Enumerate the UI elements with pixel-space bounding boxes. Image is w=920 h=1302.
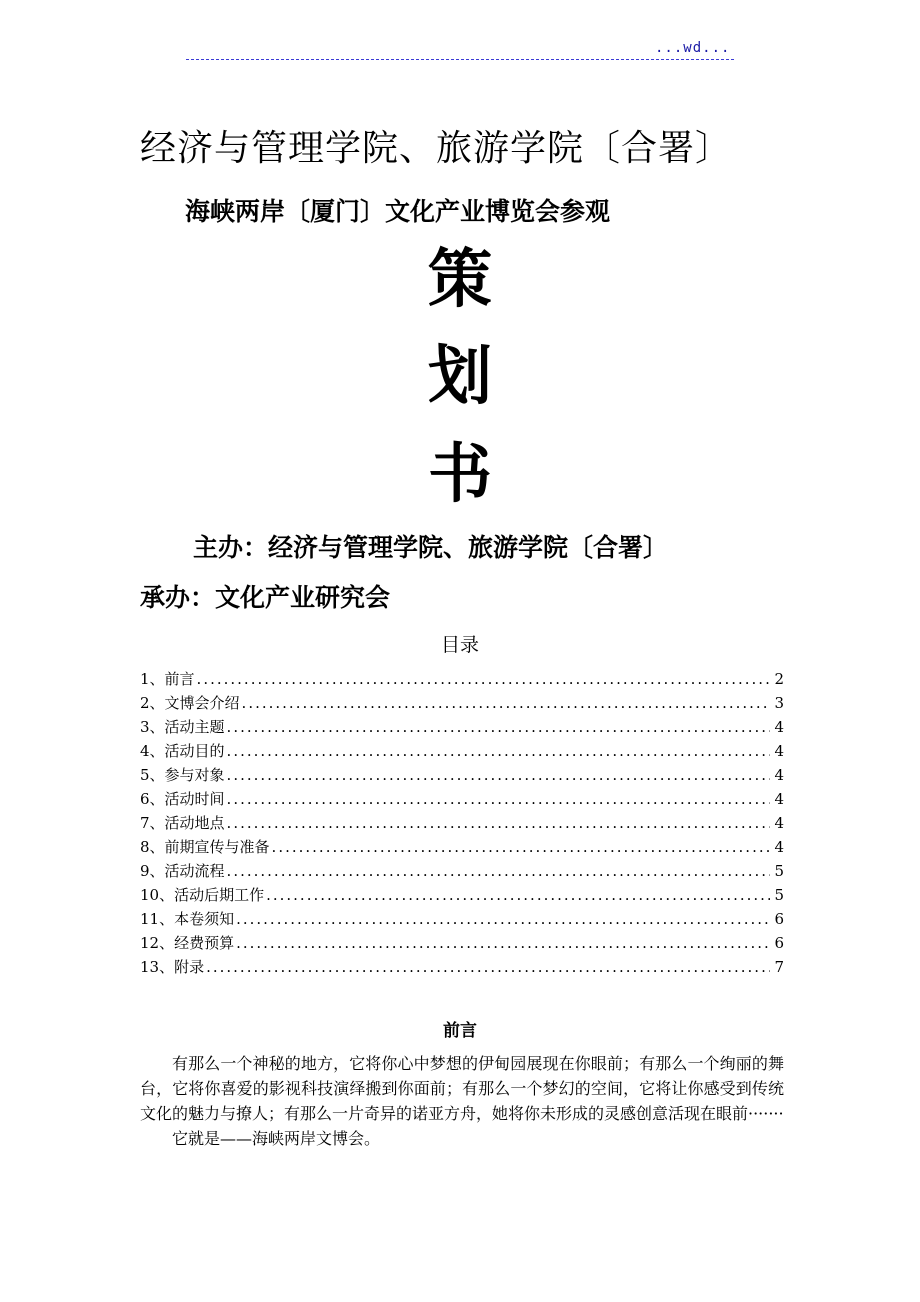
toc-entry-label: 4、活动目的	[140, 742, 225, 760]
toc-entry-label: 7、活动地点	[140, 814, 225, 832]
preface-title: 前言	[443, 1021, 477, 1041]
toc-entry-page: 2	[774, 670, 784, 688]
toc-entry-label: 5、参与对象	[140, 766, 225, 784]
toc-entry-page: 4	[774, 790, 784, 808]
toc-dot-leader	[197, 667, 771, 691]
toc-entry-label: 1、前言	[140, 670, 195, 688]
toc-entry[interactable]	[140, 883, 784, 907]
toc-entry[interactable]	[140, 907, 784, 931]
toc-entry[interactable]	[140, 667, 784, 691]
toc-entry[interactable]	[140, 811, 784, 835]
header-watermark: ...wd...	[655, 40, 731, 56]
preface-paragraph-2: 它就是——海峡两岸文博会。	[172, 1129, 381, 1148]
toc-entry[interactable]	[140, 835, 784, 859]
cover-big-char-1: 策	[428, 243, 492, 317]
toc-entry-page: 4	[774, 814, 784, 832]
toc-entry[interactable]	[140, 787, 784, 811]
toc-entry[interactable]	[140, 763, 784, 787]
toc-entry-page: 4	[774, 742, 784, 760]
toc-entry-label: 11、本卷须知	[140, 910, 235, 928]
toc-entry-label: 8、前期宣传与准备	[140, 838, 270, 856]
cover-big-char-3: 书	[428, 438, 492, 512]
toc-entry-label: 9、活动流程	[140, 862, 225, 880]
toc-dot-leader	[227, 763, 771, 787]
toc-entry-label: 6、活动时间	[140, 790, 225, 808]
toc-entry-page: 6	[774, 910, 784, 928]
toc-entry[interactable]	[140, 931, 784, 955]
toc-dot-leader	[242, 691, 771, 715]
cover-title-line1: 经济与管理学院、旅游学院〔合署〕	[140, 128, 733, 169]
toc-entry[interactable]	[140, 955, 784, 979]
toc-entry[interactable]	[140, 691, 784, 715]
table-of-contents	[140, 667, 784, 979]
toc-entry-page: 5	[774, 862, 784, 880]
toc-dot-leader	[206, 955, 770, 979]
toc-entry-page: 3	[774, 694, 784, 712]
toc-entry-label: 3、活动主题	[140, 718, 225, 736]
toc-entry-page: 6	[774, 934, 784, 952]
toc-dot-leader	[227, 739, 771, 763]
toc-dot-leader	[227, 811, 771, 835]
toc-entry[interactable]	[140, 859, 784, 883]
toc-title: 目录	[440, 634, 479, 656]
toc-entry-label: 2、文博会介绍	[140, 694, 240, 712]
host-line: 主办：经济与管理学院、旅游学院〔合署〕	[193, 533, 669, 562]
toc-entry[interactable]	[140, 739, 784, 763]
toc-dot-leader	[272, 835, 771, 859]
preface-paragraph-1: 有那么一个神秘的地方，它将你心中梦想的伊甸园展现在你眼前；有那么一个绚丽的舞台，它将你喜爱的影视科技演绎搬到你面前；有那么一个梦幻的空间，它将让你感受到传统文化的魅力与撩人；有那么一片奇异的诺亚方舟，她将你未形成的灵感创意活现在眼前·······	[140, 1054, 784, 1123]
toc-dot-leader	[227, 787, 771, 811]
toc-dot-leader	[227, 715, 771, 739]
toc-entry-page: 4	[774, 766, 784, 784]
preface-body	[140, 1051, 784, 1151]
toc-entry-label: 12、经费预算	[140, 934, 235, 952]
header-dashed-rule	[186, 59, 734, 60]
toc-dot-leader	[236, 931, 770, 955]
toc-dot-leader	[266, 883, 770, 907]
cover-big-char-2: 划	[428, 340, 492, 414]
toc-entry-label: 10、活动后期工作	[140, 886, 265, 904]
toc-dot-leader	[236, 907, 770, 931]
toc-entry-page: 4	[774, 838, 784, 856]
toc-entry-page: 5	[774, 886, 784, 904]
toc-entry-page: 7	[774, 958, 784, 976]
toc-entry-page: 4	[774, 718, 784, 736]
toc-entry-label: 13、附录	[140, 958, 205, 976]
toc-entry[interactable]	[140, 715, 784, 739]
organizer-line: 承办：文化产业研究会	[140, 583, 391, 612]
cover-title-line2: 海峡两岸〔厦门〕文化产业博览会参观	[185, 197, 611, 226]
toc-dot-leader	[227, 859, 771, 883]
